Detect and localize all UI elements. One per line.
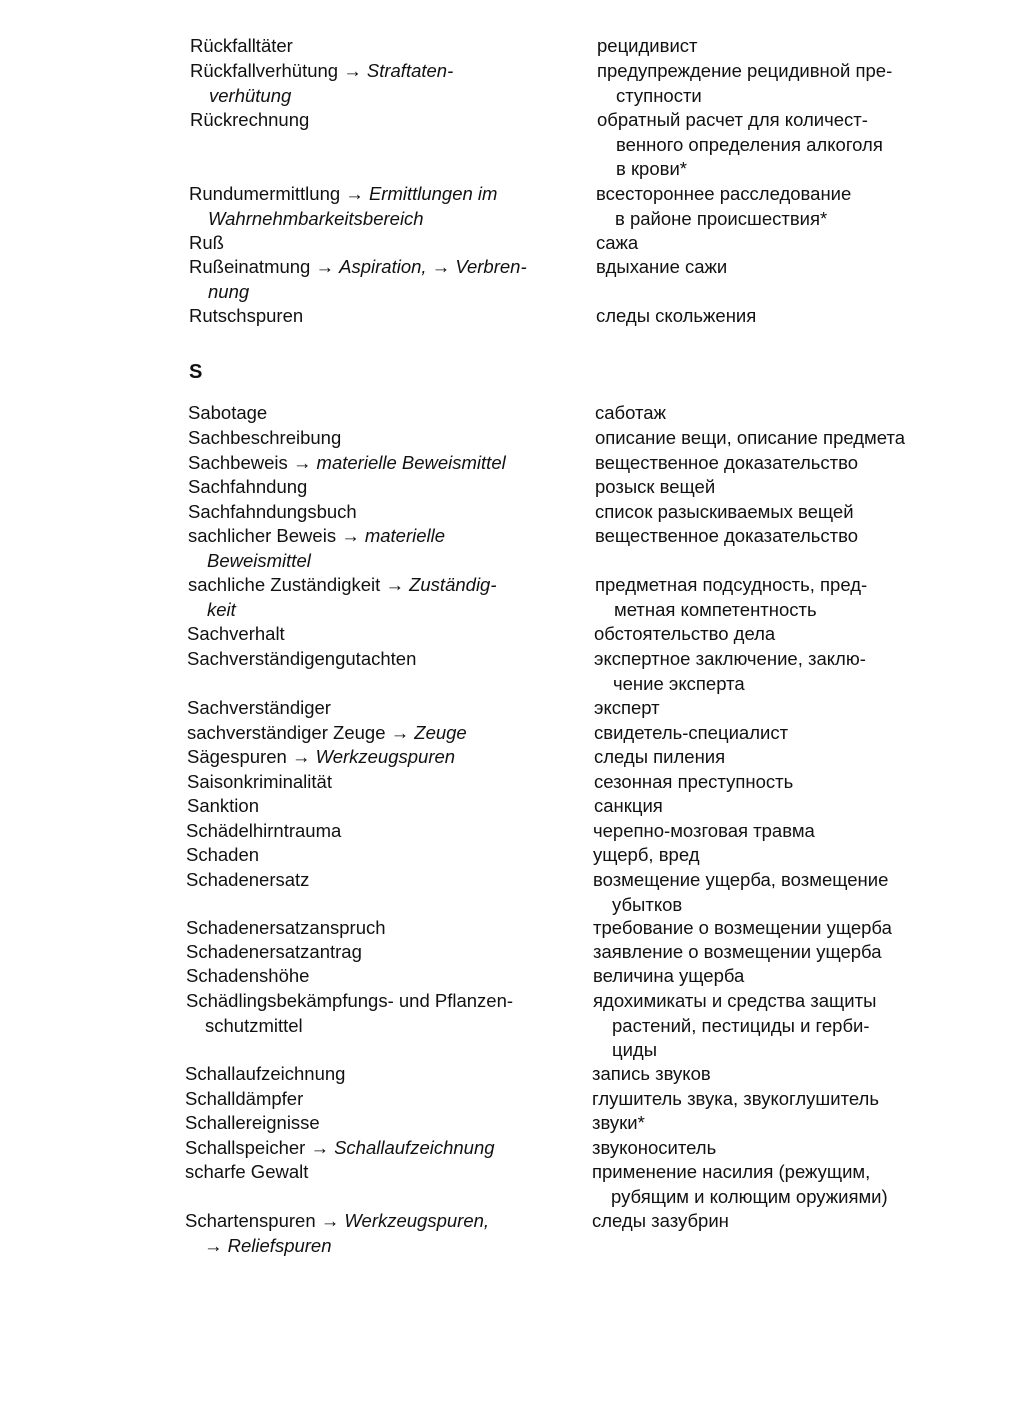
cross-reference: verhütung bbox=[209, 84, 292, 106]
russian-translation bbox=[597, 108, 937, 182]
term-line: Sachverhalt bbox=[187, 623, 285, 644]
russian-translation bbox=[596, 304, 936, 329]
russian-translation bbox=[593, 940, 933, 965]
german-term bbox=[188, 524, 558, 573]
term-line: Saisonkriminalität bbox=[187, 771, 332, 792]
term-line: Schadenersatzanspruch bbox=[186, 917, 386, 938]
term-line: Sachfahndung bbox=[188, 476, 308, 497]
cross-reference: Verbren- bbox=[455, 256, 527, 277]
term-line: Schallaufzeichnung bbox=[185, 1063, 346, 1084]
german-term bbox=[187, 794, 557, 819]
russian-translation bbox=[593, 964, 933, 989]
term-line: sachverständiger Zeuge → Zeuge bbox=[187, 722, 467, 743]
german-term bbox=[189, 255, 559, 304]
translation-line: требование о возмещении ущерба bbox=[593, 917, 892, 938]
term-line: sachlicher Beweis → materielle bbox=[188, 525, 446, 546]
translation-line: розыск вещей bbox=[595, 476, 716, 497]
term-line: Schädlingsbekämpfungs- und Pflanzen- bbox=[186, 990, 514, 1011]
translation-line: возмещение ущерба, возмещение bbox=[593, 869, 889, 890]
cross-reference: Reliefspuren bbox=[227, 1234, 332, 1256]
translation-line: обстоятельство дела bbox=[594, 623, 776, 644]
german-term bbox=[187, 721, 557, 746]
russian-translation bbox=[595, 500, 935, 525]
russian-translation bbox=[592, 1209, 932, 1234]
translation-line: свидетель-специалист bbox=[594, 722, 789, 743]
russian-translation bbox=[595, 475, 935, 500]
german-term bbox=[185, 1136, 555, 1161]
translation-line: ступности bbox=[616, 84, 702, 106]
russian-translation bbox=[593, 819, 933, 844]
russian-translation bbox=[596, 182, 936, 231]
term-line: Rutschspuren bbox=[189, 305, 304, 326]
russian-translation bbox=[594, 622, 934, 647]
term-line: Schallspeicher → Schallaufzeichnung bbox=[185, 1137, 495, 1158]
translation-line: саботаж bbox=[595, 402, 666, 423]
translation-line: список разыскиваемых вещей bbox=[595, 501, 854, 522]
translation-line: глушитель звука, звукоглушитель bbox=[592, 1088, 879, 1109]
term-line: Schadenshöhe bbox=[186, 965, 310, 986]
german-term bbox=[186, 868, 556, 893]
russian-translation bbox=[593, 868, 933, 917]
russian-translation bbox=[595, 451, 935, 476]
translation-line: ядохимикаты и средства защиты bbox=[593, 990, 877, 1011]
german-term bbox=[188, 475, 558, 500]
cross-reference: Zeuge bbox=[414, 722, 467, 743]
german-term bbox=[187, 745, 557, 770]
german-term bbox=[189, 182, 559, 231]
translation-line: чение эксперта bbox=[613, 672, 745, 694]
translation-line: описание вещи, описание предмета bbox=[595, 427, 905, 448]
cross-reference: Schallaufzeichnung bbox=[334, 1137, 495, 1158]
translation-line: сезонная преступность bbox=[594, 771, 794, 792]
translation-line: экспертное заключение, заклю- bbox=[594, 648, 866, 669]
russian-translation bbox=[592, 1062, 932, 1087]
term-line bbox=[188, 549, 558, 574]
german-term bbox=[185, 1111, 555, 1136]
russian-translation bbox=[596, 255, 936, 280]
russian-translation bbox=[594, 794, 934, 819]
translation-line: вдыхание сажи bbox=[596, 256, 728, 277]
translation-line: сажа bbox=[596, 232, 639, 253]
russian-translation bbox=[594, 647, 934, 696]
term-line: Sanktion bbox=[187, 795, 259, 816]
term-line: Schaden bbox=[186, 844, 260, 865]
translation-line: величина ущерба bbox=[593, 965, 745, 986]
russian-translation bbox=[594, 745, 934, 770]
term-line: sachliche Zuständigkeit → Zuständig- bbox=[188, 574, 497, 595]
term-line: Sachbeschreibung bbox=[188, 427, 342, 448]
cross-reference: materielle Beweismittel bbox=[316, 452, 506, 473]
term-line: Sachverständigengutachten bbox=[187, 648, 417, 669]
cross-reference: Wahrnehmbarkeitsbereich bbox=[208, 207, 424, 229]
cross-reference: Straftaten- bbox=[366, 60, 454, 81]
translation-line: следы пиления bbox=[594, 746, 726, 767]
russian-translation bbox=[594, 696, 934, 721]
term-line: Rußeinatmung → Aspiration, → Verbren- bbox=[189, 256, 527, 277]
german-term bbox=[190, 34, 560, 59]
german-term bbox=[186, 916, 556, 941]
german-term bbox=[188, 573, 558, 622]
cross-reference: nung bbox=[208, 280, 250, 302]
translation-line: рубящим и колющим оружиями) bbox=[611, 1185, 888, 1207]
translation-line: в районе происшествия* bbox=[615, 207, 828, 229]
russian-translation bbox=[596, 231, 936, 256]
section-letter: S bbox=[189, 361, 203, 383]
cross-reference: Zuständig- bbox=[409, 574, 497, 595]
translation-line: вещественное доказательство bbox=[595, 452, 859, 473]
german-term bbox=[185, 1062, 555, 1087]
russian-translation bbox=[592, 1087, 932, 1112]
translation-line: запись звуков bbox=[592, 1063, 711, 1084]
german-term bbox=[188, 500, 558, 525]
translation-line: звуконоситель bbox=[592, 1137, 717, 1158]
german-term bbox=[186, 989, 556, 1038]
cross-reference: materielle bbox=[364, 525, 446, 546]
term-line: Schadenersatzantrag bbox=[186, 941, 362, 962]
russian-translation bbox=[593, 916, 933, 941]
term-line: Rückrechnung bbox=[190, 109, 310, 130]
translation-line: в крови* bbox=[616, 158, 688, 179]
cross-reference: Aspiration, bbox=[339, 256, 427, 277]
translation-line: растений, пестициды и герби- bbox=[612, 1014, 870, 1036]
term-line: Schalldämpfer bbox=[185, 1088, 304, 1109]
term-line: Schädelhirntrauma bbox=[186, 820, 342, 841]
term-line bbox=[190, 84, 560, 109]
german-term bbox=[189, 304, 559, 329]
term-line: Schartenspuren → Werkzeugspuren, bbox=[185, 1210, 490, 1231]
russian-translation bbox=[594, 770, 934, 795]
cross-reference: keit bbox=[207, 598, 236, 620]
term-line: Rückfalltäter bbox=[190, 35, 293, 56]
translation-line: санкция bbox=[594, 795, 663, 816]
russian-translation bbox=[595, 426, 935, 451]
german-term bbox=[185, 1209, 555, 1258]
german-term bbox=[186, 940, 556, 965]
translation-line: черепно-мозговая травма bbox=[593, 820, 815, 841]
cross-reference: Werkzeugspuren, bbox=[344, 1210, 490, 1231]
term-line: Sachbeweis → materielle Beweismittel bbox=[188, 452, 506, 473]
term-line bbox=[189, 207, 559, 232]
german-term bbox=[186, 843, 556, 868]
german-term bbox=[187, 622, 557, 647]
term-line: Ruß bbox=[189, 232, 224, 253]
russian-translation bbox=[595, 573, 935, 622]
russian-translation bbox=[592, 1160, 932, 1209]
term-line: Sabotage bbox=[188, 402, 268, 423]
translation-line: метная компетентность bbox=[614, 598, 817, 620]
translation-line: эксперт bbox=[594, 697, 660, 718]
term-line bbox=[188, 598, 558, 623]
term-line: Sachfahndungsbuch bbox=[188, 501, 357, 522]
russian-translation bbox=[594, 721, 934, 746]
translation-line: заявление о возмещении ущерба bbox=[593, 941, 882, 962]
term-line bbox=[189, 280, 559, 305]
german-term bbox=[187, 647, 557, 672]
term-line: → Reliefspuren bbox=[204, 1234, 332, 1256]
translation-line: предупреждение рецидивной пре- bbox=[597, 60, 893, 81]
german-term bbox=[188, 401, 558, 426]
translation-line: звуки* bbox=[592, 1112, 645, 1133]
german-term bbox=[186, 964, 556, 989]
russian-translation bbox=[597, 34, 937, 59]
translation-line: убытков bbox=[612, 893, 683, 915]
term-line: Schadenersatz bbox=[186, 869, 310, 890]
german-term bbox=[186, 819, 556, 844]
translation-line: венного определения алкоголя bbox=[616, 133, 883, 155]
german-term bbox=[190, 108, 560, 133]
russian-translation bbox=[595, 401, 935, 426]
russian-translation bbox=[592, 1111, 932, 1136]
translation-line: вещественное доказательство bbox=[595, 525, 859, 546]
russian-translation bbox=[597, 59, 937, 108]
german-term bbox=[189, 231, 559, 256]
cross-reference: Ermittlungen im bbox=[368, 183, 498, 204]
german-term bbox=[185, 1087, 555, 1112]
russian-translation bbox=[593, 989, 933, 1063]
term-line: Rundumermittlung → Ermittlungen im bbox=[189, 183, 498, 204]
german-term bbox=[188, 451, 558, 476]
translation-line: ущерб, вред bbox=[593, 844, 700, 865]
term-line: Sachverständiger bbox=[187, 697, 331, 718]
translation-line: применение насилия (режущим, bbox=[592, 1161, 871, 1182]
term-line: Schallereignisse bbox=[185, 1112, 320, 1133]
russian-translation bbox=[595, 524, 935, 549]
german-term bbox=[187, 770, 557, 795]
cross-reference: Werkzeugspuren bbox=[315, 746, 456, 767]
russian-translation bbox=[593, 843, 933, 868]
term-line: Rückfallverhütung → Straftaten- bbox=[190, 60, 454, 81]
translation-line: циды bbox=[612, 1039, 658, 1060]
russian-translation bbox=[592, 1136, 932, 1161]
term-line: scharfe Gewalt bbox=[185, 1161, 309, 1182]
translation-line: предметная подсудность, пред- bbox=[595, 574, 868, 595]
term-line: schutzmittel bbox=[205, 1014, 303, 1036]
german-term bbox=[190, 59, 560, 108]
translation-line: следы зазубрин bbox=[592, 1210, 729, 1231]
translation-line: всестороннее расследование bbox=[596, 183, 852, 204]
translation-line: рецидивист bbox=[597, 35, 698, 56]
german-term bbox=[188, 426, 558, 451]
cross-reference: Beweismittel bbox=[207, 549, 311, 571]
german-term bbox=[187, 696, 557, 721]
german-term bbox=[185, 1160, 555, 1185]
term-line: Sägespuren → Werkzeugspuren bbox=[187, 746, 456, 767]
translation-line: следы скольжения bbox=[596, 305, 757, 326]
translation-line: обратный расчет для количест- bbox=[597, 109, 868, 130]
